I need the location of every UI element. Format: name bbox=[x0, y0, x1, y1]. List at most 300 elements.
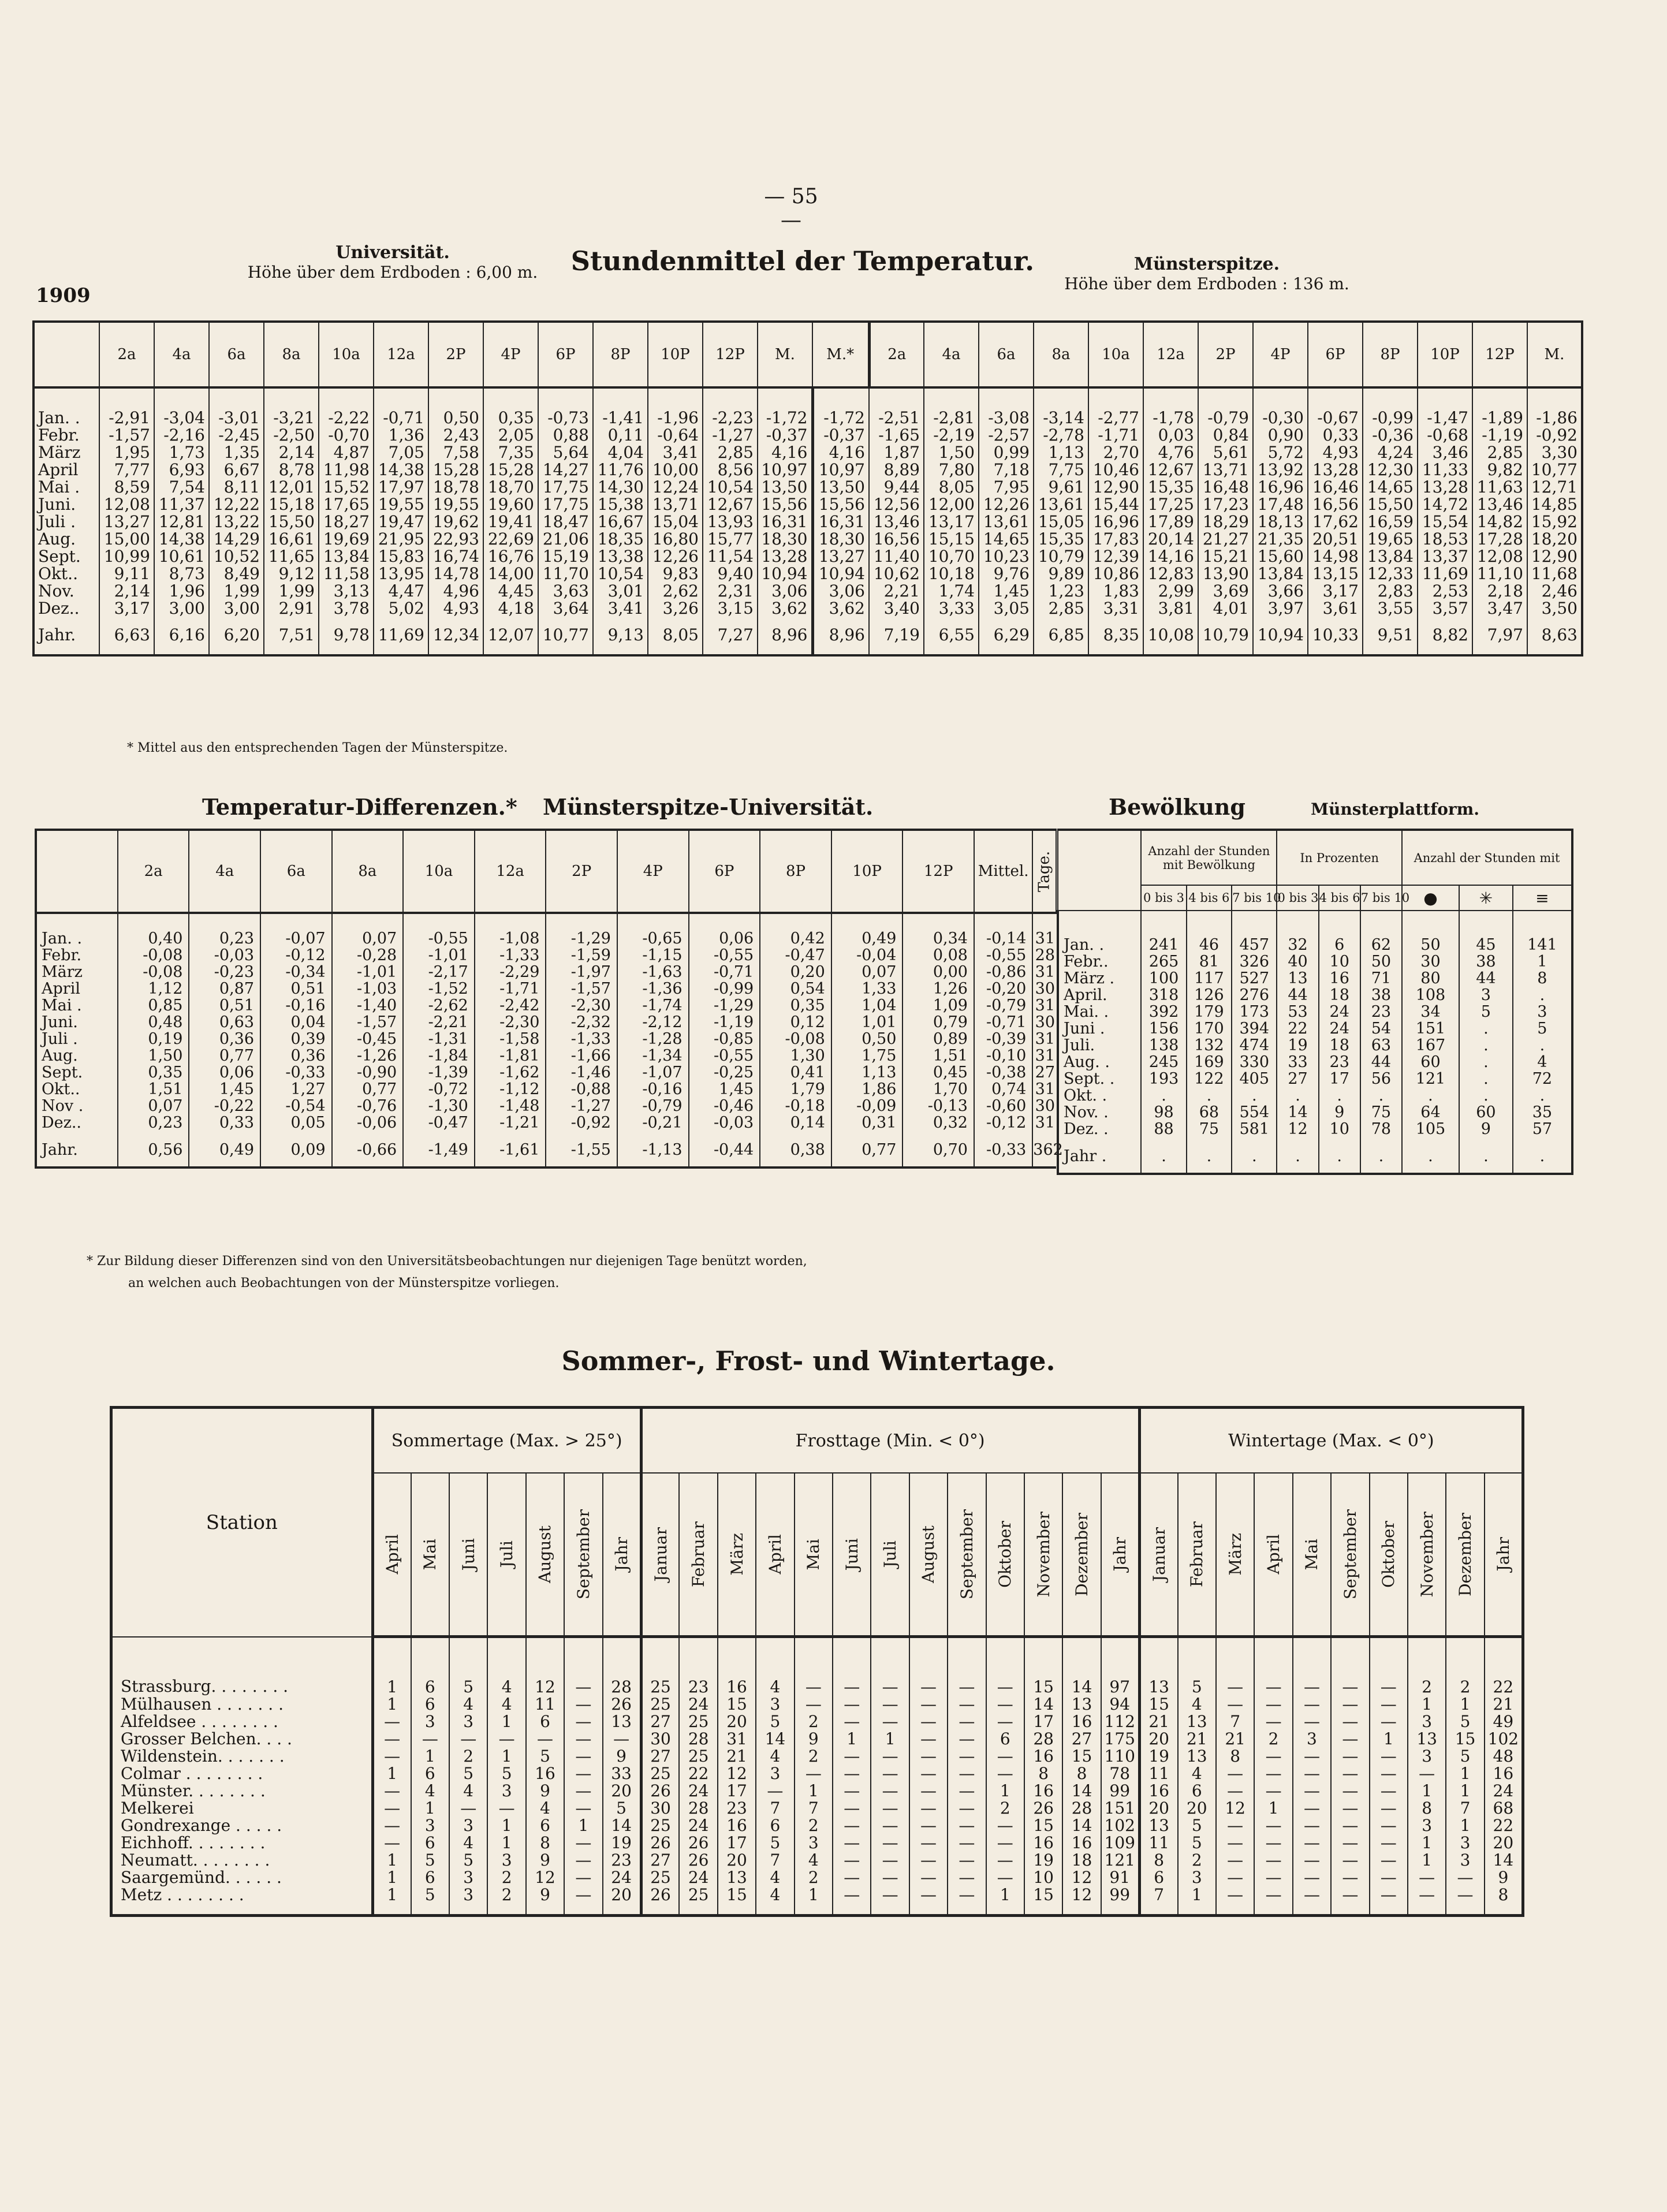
table-cell: 0,38 bbox=[760, 1131, 831, 1167]
table-cell: -2,78 bbox=[1034, 427, 1088, 444]
t2-col-header: 2P bbox=[546, 830, 617, 913]
table-cell: 15,18 bbox=[264, 496, 319, 513]
table-cell: 10,97 bbox=[758, 461, 812, 479]
table-cell: — bbox=[1331, 1800, 1369, 1817]
table-cell: 15,92 bbox=[1527, 513, 1582, 531]
table-cell: -0,16 bbox=[260, 997, 332, 1014]
table-cell: 10,33 bbox=[1308, 617, 1363, 655]
table-cell: 3,61 bbox=[1308, 600, 1363, 617]
bw-group-count: Anzahl der Stunden mit bbox=[1402, 830, 1572, 885]
table-cell: 14 bbox=[1024, 1696, 1062, 1713]
table-cell: 0,42 bbox=[760, 913, 831, 947]
month-header-label: April bbox=[1264, 1534, 1284, 1575]
table-cell: -0,88 bbox=[546, 1081, 617, 1098]
table-cell: 362 bbox=[1032, 1131, 1056, 1167]
table-cell: 10,94 bbox=[758, 565, 812, 583]
table-cell: 1 bbox=[1370, 1730, 1408, 1748]
table-cell: 21 bbox=[1178, 1730, 1216, 1748]
table-cell: -1,19 bbox=[689, 1014, 760, 1031]
table-cell: . bbox=[1187, 1087, 1232, 1104]
table-cell: 23 bbox=[679, 1637, 717, 1696]
table-cell: -3,04 bbox=[154, 387, 209, 427]
table-cell: 48 bbox=[1485, 1748, 1523, 1765]
table-cell: 8 bbox=[1024, 1765, 1062, 1782]
table-cell: -2,29 bbox=[475, 964, 546, 980]
table-cell: — bbox=[948, 1748, 986, 1765]
table-cell: 12,30 bbox=[1363, 461, 1418, 479]
table-cell: — bbox=[1331, 1637, 1369, 1696]
table-cell: — bbox=[1370, 1748, 1408, 1765]
table-cell: 15 bbox=[718, 1886, 756, 1916]
table-cell: -2,51 bbox=[869, 387, 924, 427]
table-cell: 1,50 bbox=[924, 444, 979, 461]
table-cell: 16,31 bbox=[812, 513, 869, 531]
table-cell: 8 bbox=[1216, 1748, 1254, 1765]
table-cell: 1,87 bbox=[869, 444, 924, 461]
table-cell: 12 bbox=[526, 1869, 564, 1886]
table-cell: 0,54 bbox=[760, 980, 831, 997]
table-cell: — bbox=[756, 1782, 794, 1800]
table-cell: 27 bbox=[641, 1748, 679, 1765]
table-cell: 10,79 bbox=[1198, 617, 1253, 655]
table-cell: 0,88 bbox=[538, 427, 593, 444]
table-cell: 0,33 bbox=[189, 1114, 260, 1131]
t1-col-header: 4a bbox=[154, 322, 209, 387]
table-cell: 126 bbox=[1187, 987, 1232, 1004]
table-cell: 4 bbox=[756, 1869, 794, 1886]
table-cell: -0,16 bbox=[617, 1081, 689, 1098]
table-cell: -0,21 bbox=[617, 1114, 689, 1131]
table-cell: — bbox=[564, 1834, 602, 1852]
table-cell: 6,85 bbox=[1034, 617, 1088, 655]
table-cell: -1,33 bbox=[546, 1031, 617, 1047]
table-cell: 44 bbox=[1360, 1054, 1402, 1070]
row-label: Nov . bbox=[36, 1098, 118, 1114]
table-cell: 6 bbox=[756, 1817, 794, 1834]
t1-col-header: 6P bbox=[1308, 322, 1363, 387]
table-cell: -0,04 bbox=[831, 947, 903, 964]
table-cell: -1,57 bbox=[332, 1014, 404, 1031]
table-cell: 3 bbox=[1178, 1869, 1216, 1886]
month-header bbox=[1178, 1473, 1216, 1637]
table-cell: 6 bbox=[411, 1696, 449, 1713]
table-cell: 7,51 bbox=[264, 617, 319, 655]
table-cell: 0,06 bbox=[689, 913, 760, 947]
table-cell: — bbox=[1254, 1637, 1292, 1696]
table-cell: — bbox=[1370, 1782, 1408, 1800]
table-row bbox=[111, 1852, 1523, 1869]
table-cell: 3 bbox=[411, 1713, 449, 1730]
table-cell: 18,70 bbox=[483, 479, 538, 496]
table-cell: 1,99 bbox=[209, 583, 264, 600]
table-cell: 7 bbox=[756, 1852, 794, 1869]
table-cell: — bbox=[1293, 1713, 1331, 1730]
table-cell: 1,83 bbox=[1088, 583, 1143, 600]
bw-sub-header: 0 bis 3 bbox=[1277, 885, 1318, 911]
table-cell: 457 bbox=[1232, 911, 1277, 953]
year-row bbox=[1058, 1137, 1572, 1174]
table-cell: 25 bbox=[679, 1713, 717, 1730]
table-cell: 28 bbox=[1062, 1800, 1101, 1817]
table-cell: . bbox=[1232, 1137, 1277, 1174]
table-cell: 12,67 bbox=[1143, 461, 1198, 479]
table-cell: 3 bbox=[1446, 1834, 1484, 1852]
table-cell: 2,14 bbox=[99, 583, 154, 600]
table-cell: 27 bbox=[1277, 1070, 1318, 1087]
table-cell: 1,86 bbox=[831, 1081, 903, 1098]
table-cell: 1,96 bbox=[154, 583, 209, 600]
table-row bbox=[111, 1834, 1523, 1852]
table-cell: 0,36 bbox=[260, 1047, 332, 1064]
table-cell: 3,55 bbox=[1363, 600, 1418, 617]
table-cell: — bbox=[1293, 1834, 1331, 1852]
row-label: Okt. . bbox=[1058, 1087, 1141, 1104]
table-cell: 0,20 bbox=[760, 964, 831, 980]
table-cell: 14,27 bbox=[538, 461, 593, 479]
table-cell: -1,26 bbox=[332, 1047, 404, 1064]
table-cell: — bbox=[1331, 1834, 1369, 1852]
table-cell: 11,10 bbox=[1472, 565, 1527, 583]
table-cell: 7 bbox=[1216, 1713, 1254, 1730]
table-cell: — bbox=[833, 1637, 871, 1696]
t2-col-header: 10a bbox=[403, 830, 475, 913]
table-cell: 2 bbox=[795, 1869, 833, 1886]
table-cell: — bbox=[986, 1637, 1024, 1696]
t2-col-header: 8P bbox=[760, 830, 831, 913]
table-row bbox=[33, 600, 1582, 617]
table-cell: 4,45 bbox=[483, 583, 538, 600]
bw-sub-header: 0 bis 3 bbox=[1141, 885, 1186, 911]
row-label: März bbox=[36, 964, 118, 980]
table-row bbox=[33, 387, 1582, 427]
table-cell: -1,65 bbox=[869, 427, 924, 444]
month-header-label: Oktober bbox=[1379, 1521, 1399, 1588]
bewoelkung-title: Bewölkung bbox=[1109, 794, 1245, 820]
hourly-temperature-table bbox=[32, 320, 1583, 656]
month-header-label: Dezember bbox=[1456, 1512, 1475, 1596]
table-cell: 23 bbox=[1319, 1054, 1360, 1070]
table-cell: 44 bbox=[1459, 970, 1513, 987]
table-cell: 68 bbox=[1485, 1800, 1523, 1817]
table-cell: 12 bbox=[1277, 1121, 1318, 1137]
table-cell: — bbox=[1293, 1696, 1331, 1713]
table-cell: 10,86 bbox=[1088, 565, 1143, 583]
month-header-label: September bbox=[1340, 1509, 1360, 1599]
table-cell: 4,16 bbox=[758, 444, 812, 461]
t1-col-header: 10P bbox=[648, 322, 703, 387]
table-cell: 12,83 bbox=[1143, 565, 1198, 583]
table-row bbox=[111, 1886, 1523, 1916]
table-cell: . bbox=[1402, 1137, 1459, 1174]
table-cell: 13,27 bbox=[812, 548, 869, 565]
table-cell: 12,08 bbox=[99, 496, 154, 513]
month-header bbox=[641, 1473, 679, 1637]
table-cell: 15,77 bbox=[703, 531, 758, 548]
row-label: Febr. bbox=[33, 427, 99, 444]
month-header bbox=[718, 1473, 756, 1637]
table-cell: 28 bbox=[679, 1730, 717, 1748]
table-cell: 2,83 bbox=[1363, 583, 1418, 600]
table-cell: 16,74 bbox=[428, 548, 483, 565]
table-cell: 4 bbox=[795, 1852, 833, 1869]
table-cell: 13 bbox=[1408, 1730, 1446, 1748]
table-cell: 16,56 bbox=[869, 531, 924, 548]
table-cell: 46 bbox=[1187, 911, 1232, 953]
table-cell: 16,56 bbox=[1308, 496, 1363, 513]
table-cell: 25 bbox=[679, 1748, 717, 1765]
table-cell: 33 bbox=[1277, 1054, 1318, 1070]
table-cell: 4 bbox=[411, 1782, 449, 1800]
table-cell: 25 bbox=[679, 1886, 717, 1916]
table-cell: 31 bbox=[718, 1730, 756, 1748]
table-cell: 1,30 bbox=[760, 1047, 831, 1064]
table-cell: 2 bbox=[795, 1748, 833, 1765]
table-cell: — bbox=[1331, 1852, 1369, 1869]
table2-title-center: Münsterspitze-Universität. bbox=[543, 794, 874, 820]
table-cell: 7,19 bbox=[869, 617, 924, 655]
table-cell: 18 bbox=[1062, 1852, 1101, 1869]
table-cell: -0,12 bbox=[260, 947, 332, 964]
table-row bbox=[36, 1047, 1056, 1064]
table-cell: 19,47 bbox=[374, 513, 428, 531]
table-cell: 10,99 bbox=[99, 548, 154, 565]
table-cell: 15 bbox=[1024, 1817, 1062, 1834]
table-cell: -0,55 bbox=[689, 947, 760, 964]
table-cell: 24 bbox=[1485, 1782, 1523, 1800]
month-header bbox=[756, 1473, 794, 1637]
table-cell: 19,41 bbox=[483, 513, 538, 531]
table-cell: — bbox=[909, 1782, 948, 1800]
station-name: Münster. . . . . . . . bbox=[111, 1782, 373, 1800]
table-cell: . bbox=[1277, 1137, 1318, 1174]
table-cell: 1,51 bbox=[903, 1047, 974, 1064]
t1-col-header: 2P bbox=[428, 322, 483, 387]
table-cell: 5 bbox=[756, 1713, 794, 1730]
table-cell: 12 bbox=[526, 1637, 564, 1696]
table-cell: -0,38 bbox=[974, 1064, 1032, 1081]
month-header-label: März bbox=[727, 1533, 747, 1576]
table-cell: 4 bbox=[756, 1886, 794, 1916]
table-cell: 17,97 bbox=[374, 479, 428, 496]
table-cell: — bbox=[1331, 1886, 1369, 1916]
table-cell: 15 bbox=[1024, 1886, 1062, 1916]
table-cell: 57 bbox=[1513, 1121, 1572, 1137]
table-cell: 5 bbox=[411, 1886, 449, 1916]
table-cell: 1 bbox=[372, 1869, 411, 1886]
table-cell: 9,83 bbox=[648, 565, 703, 583]
table-cell: 13,90 bbox=[1198, 565, 1253, 583]
table-cell: 6,63 bbox=[99, 617, 154, 655]
table-cell: 4,96 bbox=[428, 583, 483, 600]
table-cell: 15,00 bbox=[99, 531, 154, 548]
table-cell: 3,17 bbox=[1308, 583, 1363, 600]
table-cell: 16,67 bbox=[593, 513, 648, 531]
table-cell: 26 bbox=[641, 1782, 679, 1800]
table-cell: — bbox=[1293, 1852, 1331, 1869]
table-cell: 0,74 bbox=[974, 1081, 1032, 1098]
table-cell: 2,62 bbox=[648, 583, 703, 600]
table-cell: — bbox=[1331, 1696, 1369, 1713]
table-cell: 11,54 bbox=[703, 548, 758, 565]
table-cell: 394 bbox=[1232, 1020, 1277, 1037]
table-cell: -1,01 bbox=[332, 964, 404, 980]
table-cell: 7,54 bbox=[154, 479, 209, 496]
table-cell: 1 bbox=[564, 1817, 602, 1834]
table-cell: — bbox=[1254, 1834, 1292, 1852]
table-cell: 9 bbox=[526, 1782, 564, 1800]
table-cell: 12,01 bbox=[264, 479, 319, 496]
table-cell: — bbox=[871, 1869, 909, 1886]
table-cell: -0,55 bbox=[689, 1047, 760, 1064]
table-cell: -0,99 bbox=[1363, 387, 1418, 427]
table-cell: 38 bbox=[1360, 987, 1402, 1004]
table-cell: 0,51 bbox=[260, 980, 332, 997]
table-cell: 26 bbox=[679, 1834, 717, 1852]
month-header-label: Februar bbox=[1187, 1521, 1207, 1587]
row-label: Dez. . bbox=[1058, 1121, 1141, 1137]
table-cell: 179 bbox=[1187, 1004, 1232, 1020]
table-cell: 0,07 bbox=[332, 913, 404, 947]
table-cell: — bbox=[1293, 1817, 1331, 1834]
table-cell: -1,47 bbox=[1418, 387, 1472, 427]
table-cell: 3,41 bbox=[593, 600, 648, 617]
table-cell: 21,27 bbox=[1198, 531, 1253, 548]
station-name: Grosser Belchen. . . . bbox=[111, 1730, 373, 1748]
table-cell: 0,50 bbox=[428, 387, 483, 427]
table-cell: 13,50 bbox=[812, 479, 869, 496]
table-cell: 0,11 bbox=[593, 427, 648, 444]
table-cell: -0,65 bbox=[617, 913, 689, 947]
table-cell: 12,34 bbox=[428, 617, 483, 655]
table-cell: . bbox=[1459, 1020, 1513, 1037]
table-cell: 9,44 bbox=[869, 479, 924, 496]
table-row bbox=[1058, 911, 1572, 953]
table-cell: 12,71 bbox=[1527, 479, 1582, 496]
table-cell: — bbox=[948, 1765, 986, 1782]
table-cell: 326 bbox=[1232, 953, 1277, 970]
month-header-label: Jahr bbox=[611, 1537, 631, 1572]
month-header-label: Mai bbox=[1302, 1538, 1322, 1571]
table-cell: 15,52 bbox=[319, 479, 374, 496]
table-cell: 121 bbox=[1101, 1852, 1139, 1869]
table-cell: -1,48 bbox=[475, 1098, 546, 1114]
table-cell: -1,61 bbox=[475, 1131, 546, 1167]
table-cell: -0,14 bbox=[974, 913, 1032, 947]
table-cell: 40 bbox=[1277, 953, 1318, 970]
table-cell: 110 bbox=[1101, 1748, 1139, 1765]
table-cell: 13,46 bbox=[869, 513, 924, 531]
row-label: Jan. . bbox=[33, 387, 99, 427]
station-name: Melkerei bbox=[111, 1800, 373, 1817]
table-cell: — bbox=[1370, 1817, 1408, 1834]
table-cell: -2,57 bbox=[979, 427, 1034, 444]
table-cell: -1,08 bbox=[475, 913, 546, 947]
table-cell: — bbox=[986, 1834, 1024, 1852]
table-cell: -1,57 bbox=[546, 980, 617, 997]
table-cell: 9,40 bbox=[703, 565, 758, 583]
table-cell: — bbox=[564, 1886, 602, 1916]
table-cell: 2,18 bbox=[1472, 583, 1527, 600]
table-cell: 554 bbox=[1232, 1104, 1277, 1121]
table-cell: 9 bbox=[795, 1730, 833, 1748]
table-cell: 1,95 bbox=[99, 444, 154, 461]
table-cell: 91 bbox=[1101, 1869, 1139, 1886]
table-cell: -3,14 bbox=[1034, 387, 1088, 427]
table-cell: 0,31 bbox=[831, 1114, 903, 1131]
table-cell: — bbox=[909, 1713, 948, 1730]
table-cell: 0,39 bbox=[260, 1031, 332, 1047]
table-cell: . bbox=[1360, 1087, 1402, 1104]
table-cell: -1,62 bbox=[475, 1064, 546, 1081]
table-cell: 1 bbox=[411, 1800, 449, 1817]
table-cell: — bbox=[564, 1696, 602, 1713]
table-cell: 1 bbox=[1446, 1817, 1484, 1834]
table-cell: 11,70 bbox=[538, 565, 593, 583]
t1-col-header: 2a bbox=[99, 322, 154, 387]
table-cell: 1,79 bbox=[760, 1081, 831, 1098]
month-header bbox=[603, 1473, 641, 1637]
table-cell: — bbox=[1331, 1817, 1369, 1834]
month-header-label: Mai bbox=[804, 1538, 823, 1571]
table-cell: — bbox=[372, 1817, 411, 1834]
row-label: April bbox=[36, 980, 118, 997]
table-cell: — bbox=[1370, 1637, 1408, 1696]
table-cell: 17,23 bbox=[1198, 496, 1253, 513]
table-row bbox=[33, 565, 1582, 583]
table-cell: 4 bbox=[487, 1637, 525, 1696]
table-cell: 9 bbox=[1485, 1869, 1523, 1886]
table-cell: 10,18 bbox=[924, 565, 979, 583]
table-cell: 9,61 bbox=[1034, 479, 1088, 496]
table-cell: 11,69 bbox=[1418, 565, 1472, 583]
table-cell: 3,06 bbox=[758, 583, 812, 600]
table-cell: 3,41 bbox=[648, 444, 703, 461]
table-cell: 97 bbox=[1101, 1637, 1139, 1696]
table-cell: 6 bbox=[1139, 1869, 1177, 1886]
station-name: Alfeldsee . . . . . . . . bbox=[111, 1713, 373, 1730]
table-cell: 13,84 bbox=[319, 548, 374, 565]
row-label: Mai . bbox=[33, 479, 99, 496]
table-cell: -1,01 bbox=[403, 947, 475, 964]
table-cell: 0,70 bbox=[903, 1131, 974, 1167]
table-cell: -1,21 bbox=[475, 1114, 546, 1131]
table-cell: 15 bbox=[1446, 1730, 1484, 1748]
table-cell: 23 bbox=[1360, 1004, 1402, 1020]
table-cell: 8 bbox=[1139, 1852, 1177, 1869]
table-cell: — bbox=[909, 1748, 948, 1765]
bw-group-hours: Anzahl der Stunden mit Bewölkung bbox=[1141, 830, 1277, 885]
row-label: Okt.. bbox=[36, 1081, 118, 1098]
table-cell: — bbox=[1254, 1817, 1292, 1834]
table-cell: 1 bbox=[372, 1886, 411, 1916]
table-cell: — bbox=[871, 1637, 909, 1696]
table-cell: 20 bbox=[1485, 1834, 1523, 1852]
table-cell: 60 bbox=[1459, 1104, 1513, 1121]
table-cell: 10 bbox=[1024, 1869, 1062, 1886]
table-cell: 9 bbox=[526, 1852, 564, 1869]
table-cell: 3 bbox=[1293, 1730, 1331, 1748]
table-cell: — bbox=[564, 1800, 602, 1817]
table-cell: — bbox=[449, 1730, 487, 1748]
table-cell: 25 bbox=[641, 1765, 679, 1782]
table-cell: 19 bbox=[1024, 1852, 1062, 1869]
table-cell: 7,18 bbox=[979, 461, 1034, 479]
table-cell: — bbox=[487, 1800, 525, 1817]
table-cell: 14 bbox=[1062, 1817, 1101, 1834]
table-cell: 8,73 bbox=[154, 565, 209, 583]
table-cell: 0,23 bbox=[189, 913, 260, 947]
table-cell: -1,71 bbox=[475, 980, 546, 997]
